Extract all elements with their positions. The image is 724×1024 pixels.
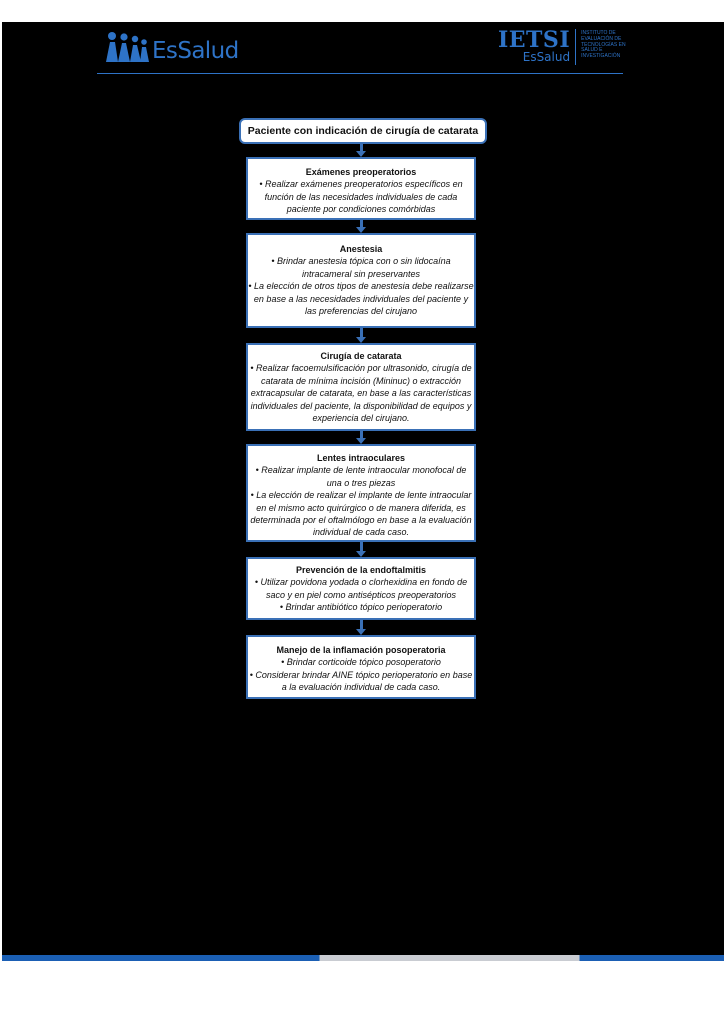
flow-connector bbox=[360, 220, 363, 227]
flow-step-endophthalmitis bbox=[246, 557, 476, 620]
flow-connector bbox=[360, 328, 363, 337]
ietsi-essalud-sub: EsSalud bbox=[522, 50, 571, 64]
footer-band bbox=[2, 955, 724, 961]
step-item: • Realizar implante de lente intraocular monofocal de una o tres piezas bbox=[255, 465, 467, 488]
step-item: • La elección de otros tipos de anestesia debe realizarse en base a las necesidades individuales del paciente y las preferencias del cirujano bbox=[248, 281, 474, 317]
step-title: Lentes intraoculares bbox=[316, 453, 406, 463]
ietsi-logo bbox=[498, 29, 633, 67]
flow-connector bbox=[360, 431, 363, 438]
ietsi-description: INSTITUTO DE EVALUACIÓN DE TECNOLOGÍAS EN SALUD E INVESTIGACIÓN bbox=[581, 30, 626, 60]
step-item: • Utilizar povidona yodada o clorhexidina en fondo de saco y en piel como antisépticos preoperatorios bbox=[254, 577, 468, 600]
step-item: • Brindar anestesia tópica con o sin lidocaína intracameral sin preservantes bbox=[271, 256, 451, 279]
flow-connector bbox=[360, 144, 363, 151]
flow-start-node: Paciente con indicación de cirugía de catarata bbox=[239, 118, 487, 144]
step-item: • Brindar antibiótico tópico perioperatorio bbox=[279, 602, 443, 613]
flow-connector bbox=[360, 620, 363, 629]
header-rule bbox=[97, 73, 623, 74]
step-item: • Realizar exámenes preoperatorios específicos en función de las necesidades individuales de cada paciente por condiciones comórbidas bbox=[259, 179, 463, 215]
flow-step-intraocular-lenses bbox=[246, 444, 476, 542]
step-item: • Realizar facoemulsificación por ultrasonido, cirugía de catarata de mínima incisión (Mininuc) o extracción extracapsular de catarata, en base a las características individuales del paciente, la disponibilidad de equipos y experiencia del cirujano. bbox=[250, 363, 472, 424]
flow-connector bbox=[360, 542, 363, 551]
step-item: • Considerar brindar AINE tópico perioperatorio en base a la evaluación individual de cada caso. bbox=[249, 669, 473, 693]
step-title: Prevención de la endoftalmitis bbox=[295, 565, 427, 575]
ietsi-divider bbox=[575, 29, 576, 65]
essalud-logo bbox=[104, 28, 239, 64]
essalud-wordmark: EsSalud bbox=[152, 38, 239, 64]
flow-step-preoperative bbox=[246, 157, 476, 220]
flow-step-anesthesia bbox=[246, 233, 476, 328]
flow-step-cataract-surgery bbox=[246, 343, 476, 431]
family-figures-icon bbox=[104, 30, 150, 64]
flow-step-inflammation bbox=[246, 635, 476, 699]
ietsi-wordmark: IETSI bbox=[498, 27, 571, 53]
step-item: • La elección de realizar el implante de lente intraocular en el mismo acto quirúrgico o de manera diferida, es determinada por el oftalmólogo en base a la evaluación individual de cada caso. bbox=[250, 490, 472, 538]
step-title: Manejo de la inflamación posoperatoria bbox=[276, 645, 446, 655]
step-title: Cirugía de catarata bbox=[320, 351, 402, 361]
step-title: Exámenes preoperatorios bbox=[305, 167, 417, 177]
step-item: • Brindar corticoide tópico posoperatorio bbox=[281, 657, 441, 668]
step-title: Anestesia bbox=[339, 244, 383, 254]
